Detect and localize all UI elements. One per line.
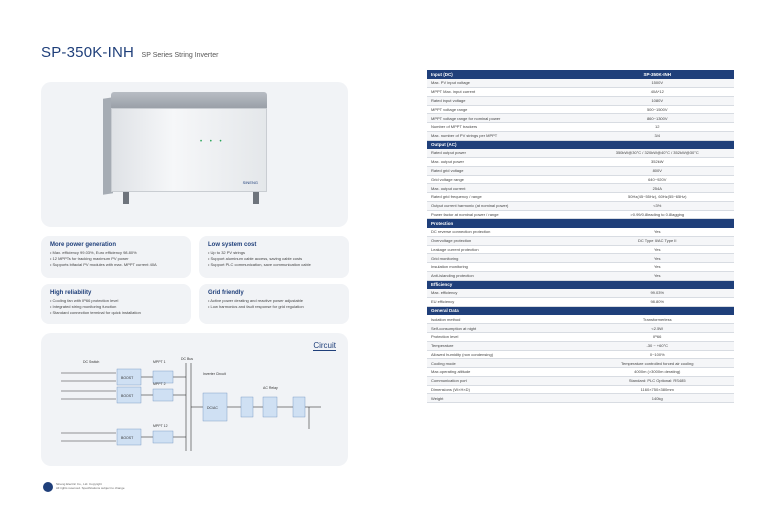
spec-label: EU efficiency (427, 298, 581, 307)
spec-value: 350kW@30°C / 320kW@40°C / 352kW@30°C (581, 149, 735, 158)
spec-value: 640~920V (581, 175, 735, 184)
footer-line-2: All rights reserved. Specifications subject to change (56, 486, 125, 490)
mppt1-label: MPPT 1 (153, 360, 166, 364)
spec-value: 50Hz(45~55Hz), 60Hz(55~65Hz) (581, 193, 735, 202)
section-model (581, 280, 735, 289)
inverter-stand-right (253, 192, 259, 204)
spec-row (427, 201, 734, 210)
spec-row (427, 394, 734, 403)
spec-row (427, 158, 734, 167)
feature-high-reliability (41, 284, 191, 324)
spec-row (427, 289, 734, 298)
section-title: Input (DC) (427, 70, 581, 79)
spec-row (427, 175, 734, 184)
spec-label: Protection level (427, 333, 581, 342)
spec-row (427, 359, 734, 368)
spec-row (427, 254, 734, 263)
spec-row (427, 333, 734, 342)
feature-item: • Support PLC communication, save communication cable (208, 262, 340, 268)
spec-value: >0.99/0.8leading to 0.8lagging (581, 210, 735, 219)
spec-value: 800V (581, 166, 735, 175)
section-title: Protection (427, 219, 581, 228)
spec-label: Output current harmonic (at nominal power) (427, 201, 581, 210)
spec-value: 500~1500V (581, 105, 735, 114)
spec-value: Yes (581, 254, 735, 263)
feature-item: • Active power derating and reactive power adjustable (208, 298, 340, 304)
spec-value: 99.03% (581, 289, 735, 298)
section-model (581, 219, 735, 228)
feature-item: • Up to 32 PV strings (208, 250, 340, 256)
spec-row (427, 105, 734, 114)
spec-section-header (427, 280, 734, 289)
spec-label: Temperature (427, 341, 581, 350)
spec-value: Yes (581, 228, 735, 237)
section-model: SP-350K-INH (581, 70, 735, 79)
spec-row (427, 341, 734, 350)
spec-value: 254A (581, 184, 735, 193)
spec-row (427, 210, 734, 219)
feature-item: • Integrated string monitoring function (50, 304, 182, 310)
spec-row (427, 79, 734, 88)
inverter-illustration (103, 92, 273, 210)
spec-label: Rated grid voltage (427, 166, 581, 175)
feature-item: • Cooling fan with IP66 protection level (50, 298, 182, 304)
spec-value: <2.5W (581, 324, 735, 333)
feature-grid-friendly (199, 284, 349, 324)
spec-value: 1500V (581, 79, 735, 88)
spec-row (427, 263, 734, 272)
spec-row (427, 184, 734, 193)
spec-label: Weight (427, 394, 581, 403)
spec-row (427, 385, 734, 394)
spec-value: IP66 (581, 333, 735, 342)
spec-value: Yes (581, 271, 735, 280)
circuit-panel (41, 333, 348, 466)
spec-value: Standard: PLC Optional: RS485 (581, 376, 735, 385)
boost-label-2: BOOST (121, 394, 134, 398)
spec-value: 4000m (>3000m derating) (581, 368, 735, 377)
spec-label: Insulation monitoring (427, 263, 581, 272)
section-title: Efficiency (427, 280, 581, 289)
mppt12-label: MPPT 12 (153, 424, 168, 428)
spec-row (427, 193, 734, 202)
section-title: Output (AC) (427, 140, 581, 149)
spec-value: 12 (581, 123, 735, 132)
spec-label: Overvoltage protection (427, 236, 581, 245)
circuit-diagram (41, 333, 348, 466)
spec-value: <3% (581, 201, 735, 210)
spec-value: Temperature controlled forced air cooling (581, 359, 735, 368)
status-leds: • • • (200, 139, 225, 145)
spec-value: 352kW (581, 158, 735, 167)
spec-value: Transformerless (581, 315, 735, 324)
spec-row (427, 324, 734, 333)
spec-row (427, 368, 734, 377)
spec-label: Max. efficiency (427, 289, 581, 298)
product-image-panel (41, 82, 348, 227)
model-name: SP-350K-INH (41, 44, 135, 61)
spec-table (427, 70, 734, 403)
spec-row (427, 96, 734, 105)
feature-title: More power generation (50, 242, 117, 248)
spec-value: 140kg (581, 394, 735, 403)
mppt-block-2 (153, 389, 173, 401)
spec-label: DC reverse connection protection (427, 228, 581, 237)
boost-label-1: BOOST (121, 376, 134, 380)
spec-label: Max.operating altitude (427, 368, 581, 377)
feature-item: • Supports bifacial PV modules with max. MPPT current 40A (50, 262, 182, 268)
feature-title: Low system cost (208, 242, 257, 248)
spec-value: -30 ~ +60°C (581, 341, 735, 350)
spec-label: Max. output current (427, 184, 581, 193)
spec-value: 0~100% (581, 350, 735, 359)
dc-switch-label: DC Switch (83, 360, 100, 364)
mppt-block-12 (153, 431, 173, 443)
feature-item: • Max. efficiency 99.03%, Euro efficiency 98.80% (50, 250, 182, 256)
filter-block-2 (293, 397, 305, 417)
spec-row (427, 376, 734, 385)
spec-row (427, 271, 734, 280)
feature-item: • Low harmonics and fault response for grid regulation (208, 304, 340, 310)
spec-row (427, 245, 734, 254)
footer-line-1: Sineng Electric Co., Ltd. Copyright (56, 482, 102, 486)
spec-section-header (427, 140, 734, 149)
feature-item: • Standard connection terminal for quick installation (50, 310, 182, 316)
spec-row (427, 149, 734, 158)
spec-label: Cooling mode (427, 359, 581, 368)
page-title (41, 44, 218, 62)
inverter-top-cover (111, 92, 267, 108)
spec-row (427, 236, 734, 245)
section-model (581, 306, 735, 315)
spec-row (427, 228, 734, 237)
dc-bus-label: DC Bus (181, 357, 194, 361)
feature-low-cost (199, 236, 349, 278)
spec-label: Power factor at nominal power / range (427, 210, 581, 219)
ac-relay-label: AC Relay (263, 386, 278, 390)
spec-row (427, 350, 734, 359)
spec-label: Rated grid frequency / range (427, 193, 581, 202)
spec-label: Rated input voltage (427, 96, 581, 105)
spec-section-header (427, 70, 734, 79)
feature-item: • Support aluminum cable access, saving cable costs (208, 256, 340, 262)
spec-label: MPPT voltage range for nominal power (427, 114, 581, 123)
spec-label: Leakage current protection (427, 245, 581, 254)
series-name: SP Series String Inverter (141, 52, 219, 59)
spec-label: Grid voltage range (427, 175, 581, 184)
spec-label: Max. output power (427, 158, 581, 167)
company-logo-icon (43, 482, 53, 492)
spec-row (427, 114, 734, 123)
filter-block-1 (241, 397, 253, 417)
spec-label: Max. number of PV strings per MPPT (427, 131, 581, 140)
footer-text (56, 482, 125, 490)
spec-label: Max. PV input voltage (427, 79, 581, 88)
spec-value: 40A*12 (581, 88, 735, 97)
mppt2-label: MPPT 2 (153, 382, 166, 386)
spec-label: Dimensions (W×H×D) (427, 385, 581, 394)
section-title: General Data (427, 306, 581, 315)
spec-value: Yes (581, 245, 735, 254)
spec-row (427, 315, 734, 324)
spec-section-header (427, 306, 734, 315)
spec-row (427, 123, 734, 132)
spec-row (427, 298, 734, 307)
spec-value: Yes (581, 263, 735, 272)
spec-value: DC Type II/AC Type II (581, 236, 735, 245)
spec-row (427, 88, 734, 97)
spec-label: Allowed humidity (non condensing) (427, 350, 581, 359)
inverter-body (111, 108, 267, 192)
relay-block (263, 397, 277, 417)
spec-label: Grid monitoring (427, 254, 581, 263)
spec-label: Self-consumption at night (427, 324, 581, 333)
spec-label: Rated output power (427, 149, 581, 158)
spec-label: Isolation method (427, 315, 581, 324)
dcac-label: DC/AC (207, 406, 218, 410)
spec-label: Communication port (427, 376, 581, 385)
spec-row (427, 131, 734, 140)
spec-section-header (427, 219, 734, 228)
spec-label: Anti-islanding protection (427, 271, 581, 280)
spec-label: Number of MPPT trackers (427, 123, 581, 132)
feature-title: Grid friendly (208, 290, 244, 296)
spec-row (427, 166, 734, 175)
spec-value: 1160×750×380mm (581, 385, 735, 394)
spec-value: 3/4 (581, 131, 735, 140)
inverter-stand-left (123, 192, 129, 204)
feature-more-power (41, 236, 191, 278)
spec-value: 1080V (581, 96, 735, 105)
circuit-title: Circuit (313, 341, 336, 350)
spec-value: 98.80% (581, 298, 735, 307)
brand-mark: SINENG (242, 180, 258, 185)
spec-label: MPPT Max. input current (427, 88, 581, 97)
feature-title: High reliability (50, 290, 92, 296)
inverter-circuit-label: Inverter Circuit (203, 372, 226, 376)
feature-item: • 12 MPPTs for tracking maximum PV power (50, 256, 182, 262)
spec-label: MPPT voltage range (427, 105, 581, 114)
section-model (581, 140, 735, 149)
circuit-wires (61, 363, 321, 451)
boost-label-12: BOOST (121, 436, 134, 440)
spec-value: 860~1300V (581, 114, 735, 123)
